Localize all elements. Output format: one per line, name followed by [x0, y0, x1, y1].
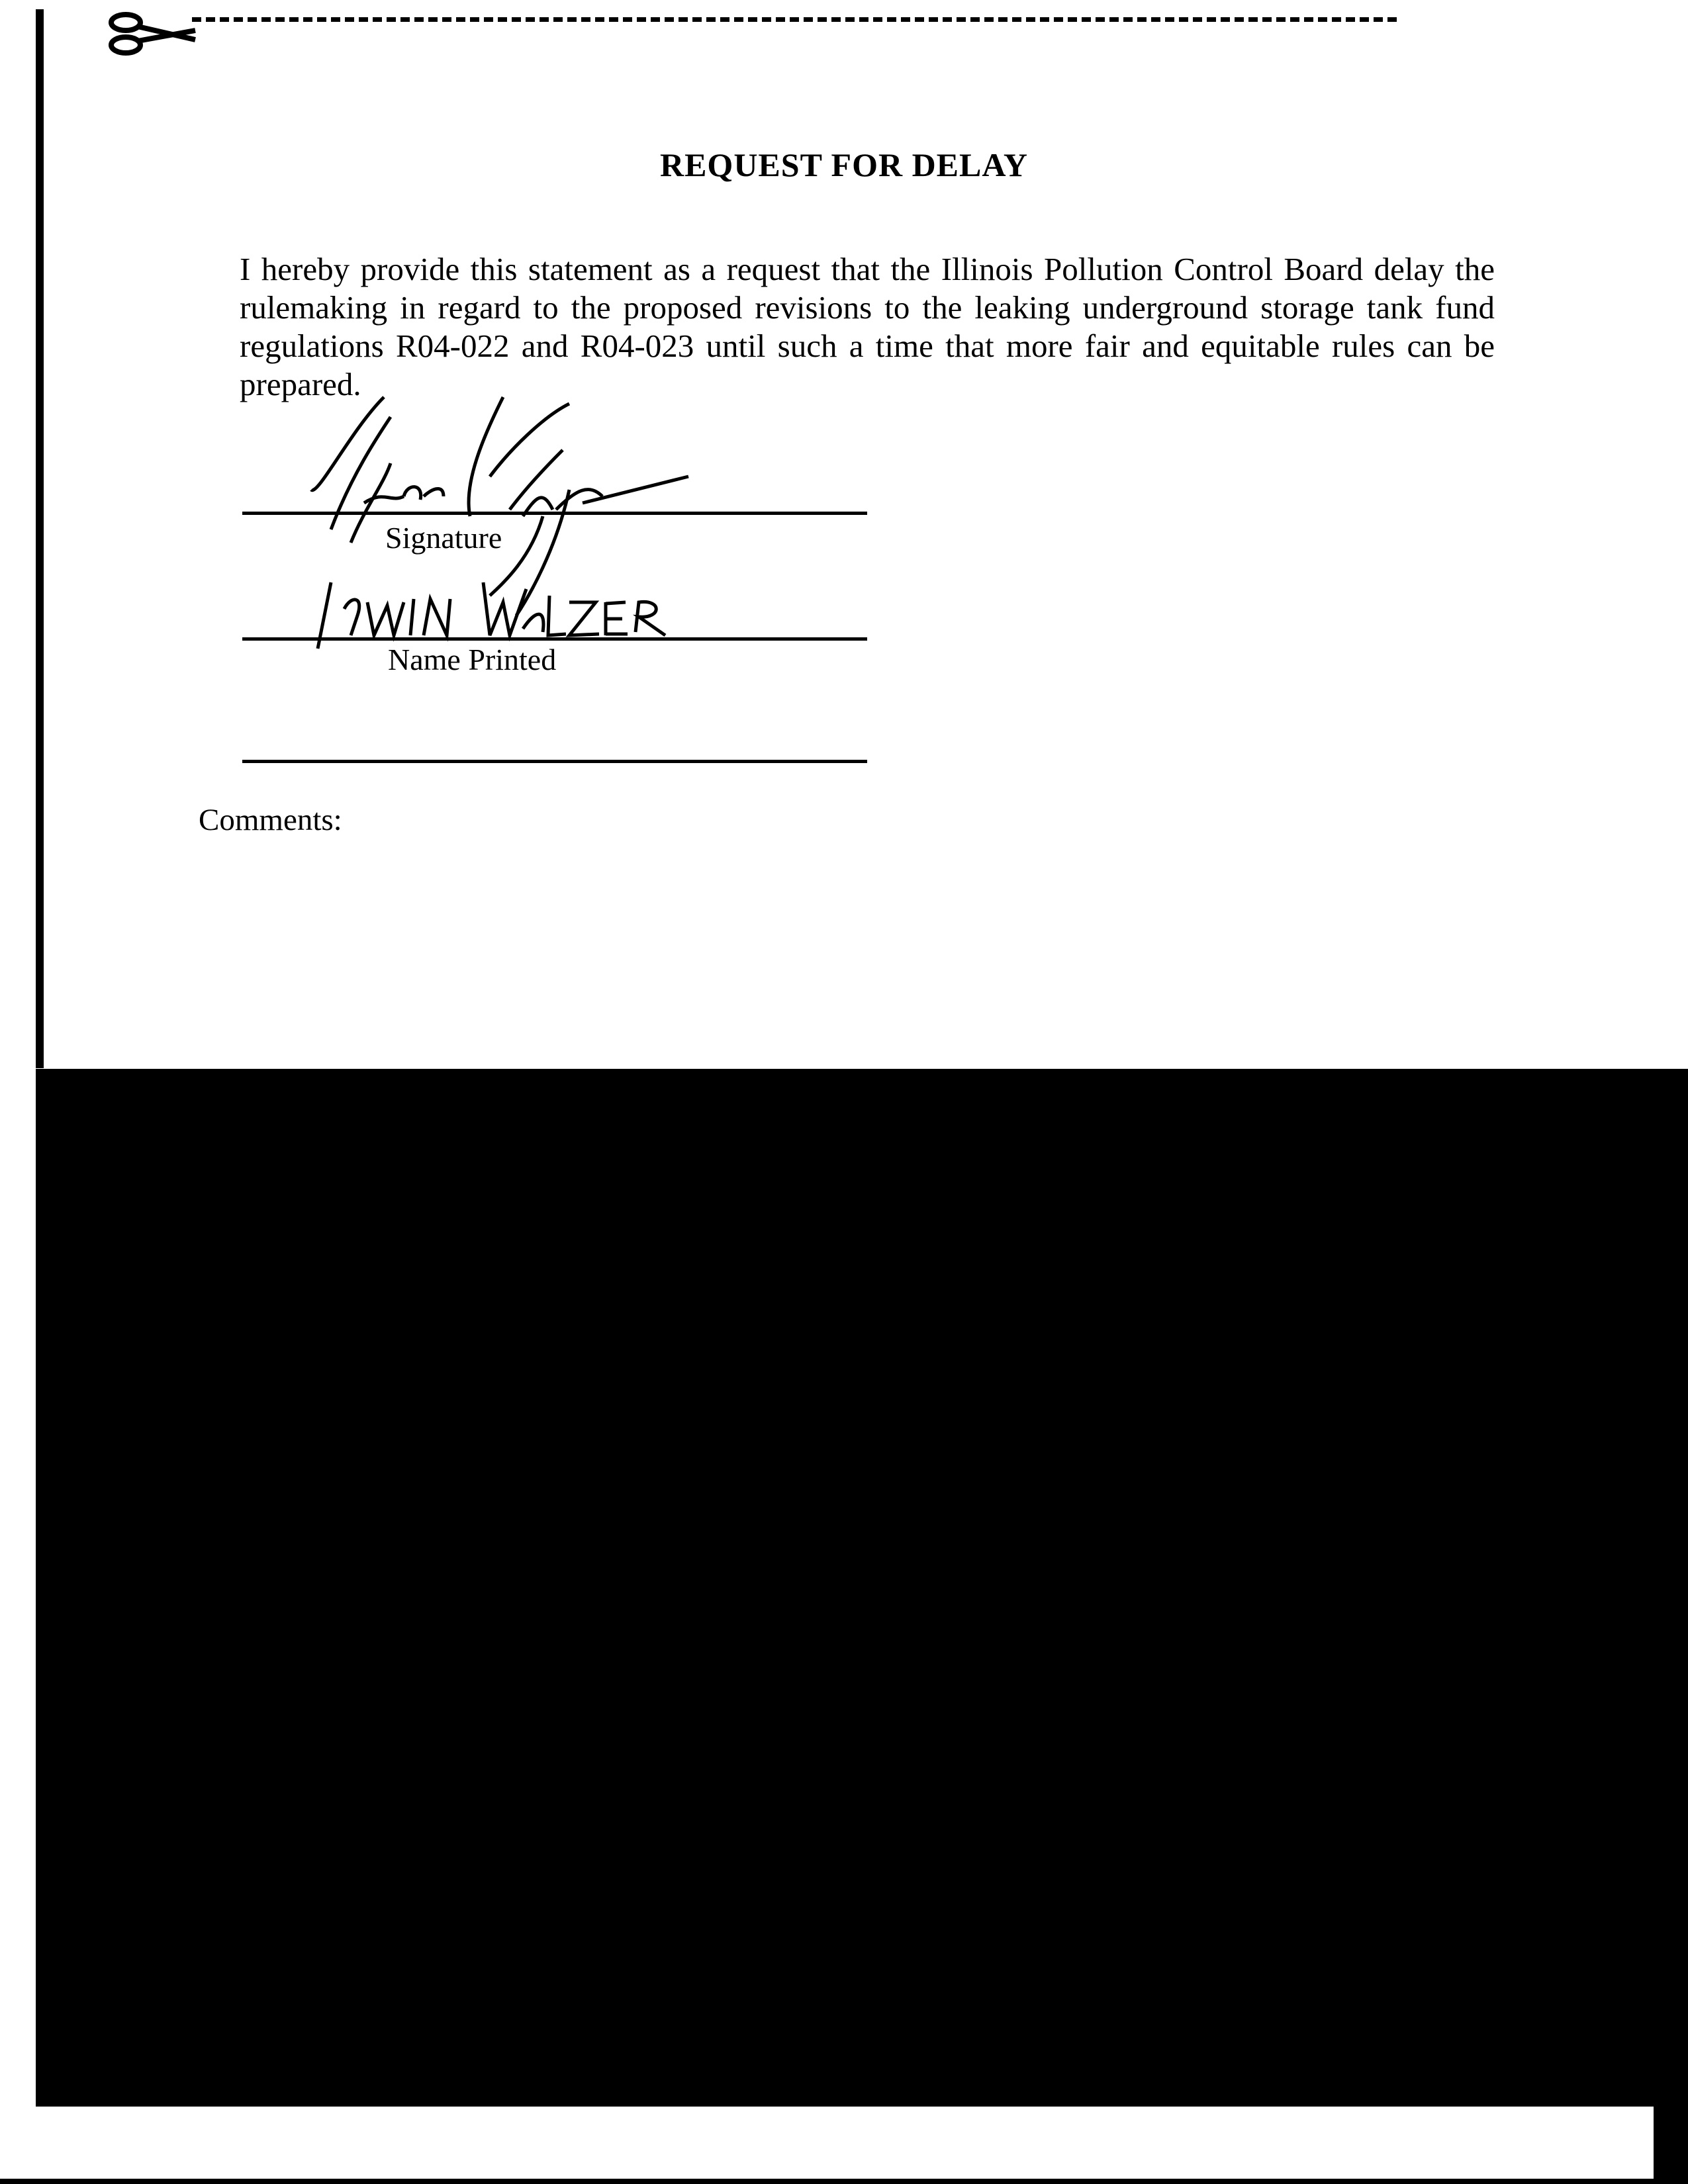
scissors-icon — [106, 7, 199, 60]
document-title: REQUEST FOR DELAY — [659, 146, 1029, 183]
blank-line — [242, 760, 867, 763]
request-statement: I hereby provide this statement as a request that the Illinois Pollution Control Board delay the rulemaking in regard to the proposed revisions to the leaking underground storage tank fund regulations R04-022 and R04-023 until such a time that more fair and equitable rules can be prepared. — [240, 251, 1495, 402]
signature-line — [242, 512, 867, 515]
right-edge-bar — [1654, 2107, 1688, 2179]
signature-label: Signature — [385, 521, 502, 555]
cut-dashed-line — [192, 17, 1397, 22]
redacted-black-area — [36, 1069, 1688, 2107]
name-printed-line — [242, 637, 867, 641]
comments-label: Comments: — [199, 803, 342, 837]
name-printed-label: Name Printed — [388, 643, 557, 676]
bottom-edge-line — [0, 2179, 1688, 2184]
